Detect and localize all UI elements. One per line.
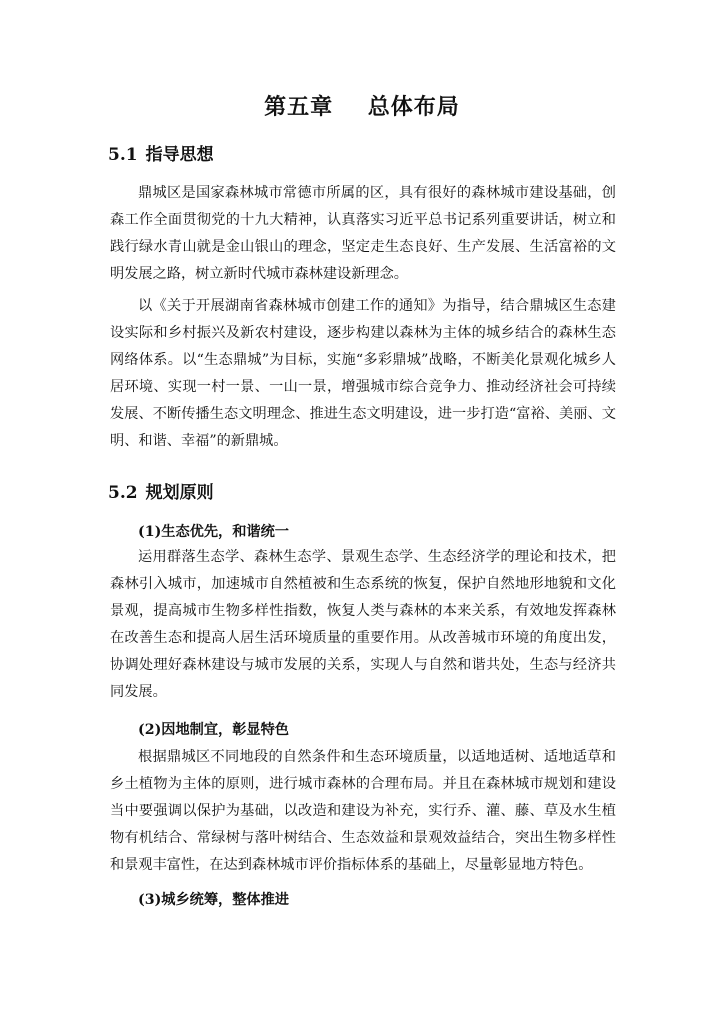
section-number: 5.2 — [108, 483, 138, 503]
section-title: 规划原则 — [145, 483, 214, 503]
chapter-title: 第五章 总体布局 — [264, 94, 460, 120]
principle-heading-urban-rural-coordination: (3)城乡统筹，整体推进 — [138, 892, 289, 908]
section-heading-guiding-ideology — [108, 143, 214, 167]
paragraph: 以《关于开展湖南省森林城市创建工作的通知》为指导，结合鼎城区生态建设实际和乡村振兴及新农村建设，逐步构建以森林为主体的城乡结合的森林生态网络体系。以“生态鼎城”为目标，实施“多彩鼎城”战略，不断美化景观化城乡人居环境、实现一村一景、一山一景，增强城市综合竞争力、推动经济社会可持续发展、不断传播生态文明理念、推进生态文明建设，进一步打造“富裕、美丽、文明、和谐、幸福”的新鼎城。 — [110, 298, 616, 449]
paragraph: 鼎城区是国家森林城市常德市所属的区，具有很好的森林城市建设基础，创森工作全面贯彻党的十九大精神，认真落实习近平总书记系列重要讲话，树立和践行绿水青山就是金山银山的理念，坚定走生态良好、生产发展、生活富裕的文明发展之路，树立新时代城市森林建设新理念。 — [110, 185, 616, 282]
principle-heading-local-conditions: (2)因地制宜，彰显特色 — [138, 722, 289, 738]
principle-heading-ecology-first: (1)生态优先，和谐统一 — [138, 524, 289, 540]
paragraph: 运用群落生态学、森林生态学、景观生态学、生态经济学的理论和技术，把森林引入城市，加速城市自然植被和生态系统的恢复，保护自然地形地貌和文化景观，提高城市生物多样性指数，恢复人类与森林的本来关系，有效地发挥森林在改善生态和提高人居生活环境质量的重要作用。从改善城市环境的角度出发，协调处理好森林建设与城市发展的关系，实现人与自然和谐共处，生态与经济共同发展。 — [110, 549, 616, 700]
section-heading-planning-principles — [108, 481, 214, 505]
section-number: 5.1 — [108, 145, 138, 165]
section-title: 指导思想 — [145, 145, 214, 165]
paragraph: 根据鼎城区不同地段的自然条件和生态环境质量，以适地适树、适地适草和乡土植物为主体的原则，进行城市森林的合理布局。并且在森林城市规划和建设当中要强调以保护为基础，以改造和建设为补充，实行乔、灌、藤、草及水生植物有机结合、常绿树与落叶树结合、生态效益和景观效益结合，突出生物多样性和景观丰富性，在达到森林城市评价指标体系的基础上，尽量彰显地方特色。 — [110, 749, 616, 873]
